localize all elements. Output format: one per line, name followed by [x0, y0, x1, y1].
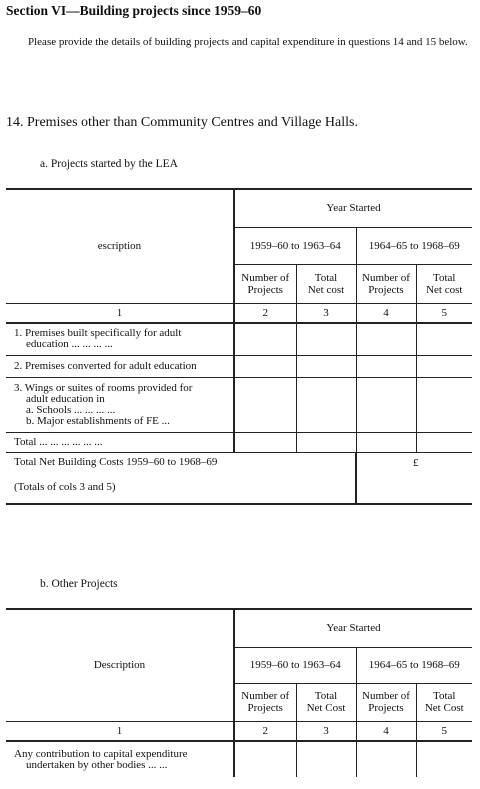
input-cell[interactable]	[416, 377, 472, 432]
col-number: 2	[234, 721, 296, 741]
input-cell[interactable]	[234, 377, 296, 432]
table-row	[6, 377, 472, 432]
col-number: 3	[296, 721, 356, 741]
row-label: Any contribution to capital expenditure undertaken by other bodies ... ...	[14, 747, 188, 771]
table-row	[6, 323, 472, 355]
total-net-cost-header: Total Net Cost	[416, 683, 472, 721]
input-cell[interactable]	[296, 377, 356, 432]
section-title: Section VI—Building projects since 1959–60	[6, 3, 262, 18]
number-of-projects-header: Number of Projects	[234, 264, 296, 303]
year-started-header: Year Started	[234, 189, 472, 227]
input-cell[interactable]	[234, 741, 296, 777]
col-number: 3	[296, 303, 356, 323]
question-14-heading: 14. Premises other than Community Centres and Village Halls.	[6, 115, 358, 130]
input-cell[interactable]	[356, 377, 416, 432]
input-cell[interactable]	[416, 432, 472, 452]
other-projects-table	[6, 608, 472, 777]
number-of-projects-header: Number of Projects	[234, 683, 296, 721]
number-of-projects-header: Number of Projects	[356, 264, 416, 303]
col-number: 1	[116, 306, 123, 319]
input-cell[interactable]	[416, 355, 472, 377]
col-number: 2	[234, 303, 296, 323]
net-costs-input[interactable]: £	[356, 452, 472, 504]
period-2-header: 1964–65 to 1968–69	[356, 647, 472, 683]
net-costs-label: Total Net Building Costs 1959–60 to 1968–69 (Totals of cols 3 and 5)	[14, 455, 218, 493]
input-cell[interactable]	[234, 323, 296, 355]
col-number: 4	[356, 721, 416, 741]
year-started-header: Year Started	[234, 609, 472, 647]
period-1-header: 1959–60 to 1963–64	[234, 647, 356, 683]
total-label: Total ... ... ... ... ... ...	[14, 435, 103, 448]
input-cell[interactable]	[416, 741, 472, 777]
period-2-header: 1964–65 to 1968–69	[356, 227, 472, 264]
total-net-cost-header: Total Net cost	[416, 264, 472, 303]
col-number: 5	[416, 721, 472, 741]
net-costs-row	[6, 452, 472, 504]
table-row	[6, 741, 472, 777]
row-label: 1. Premises built specifically for adult education ... ... ... ...	[14, 327, 182, 351]
description-header: escription	[97, 240, 142, 253]
input-cell[interactable]	[234, 355, 296, 377]
input-cell[interactable]	[296, 355, 356, 377]
projects-lea-table	[6, 188, 472, 505]
part-a-title: a. Projects started by the LEA	[40, 158, 178, 170]
description-header: Description	[93, 659, 146, 672]
number-of-projects-header: Number of Projects	[356, 683, 416, 721]
input-cell[interactable]	[356, 741, 416, 777]
input-cell[interactable]	[416, 323, 472, 355]
col-number: 4	[356, 303, 416, 323]
input-cell[interactable]	[356, 432, 416, 452]
table-row	[6, 355, 472, 377]
input-cell[interactable]	[296, 741, 356, 777]
part-b-title: b. Other Projects	[40, 578, 118, 590]
input-cell[interactable]	[356, 323, 416, 355]
col-number: 5	[416, 303, 472, 323]
intro-text: Please provide the details of building projects and capital expenditure in questions 14 and 15 below.	[28, 36, 468, 48]
row-label: 3. Wings or suites of rooms provided for adult education in a. Schools ... ... ... ... b. Major establishments of FE ...	[14, 381, 193, 427]
table-row	[6, 432, 472, 452]
input-cell[interactable]	[356, 355, 416, 377]
total-net-cost-header: Total Net cost	[296, 264, 356, 303]
input-cell[interactable]	[234, 432, 296, 452]
row-label: 2. Premises converted for adult education	[14, 359, 197, 372]
total-net-cost-header: Total Net Cost	[296, 683, 356, 721]
input-cell[interactable]	[296, 323, 356, 355]
period-1-header: 1959–60 to 1963–64	[234, 227, 356, 264]
input-cell[interactable]	[296, 432, 356, 452]
col-number: 1	[116, 724, 123, 737]
